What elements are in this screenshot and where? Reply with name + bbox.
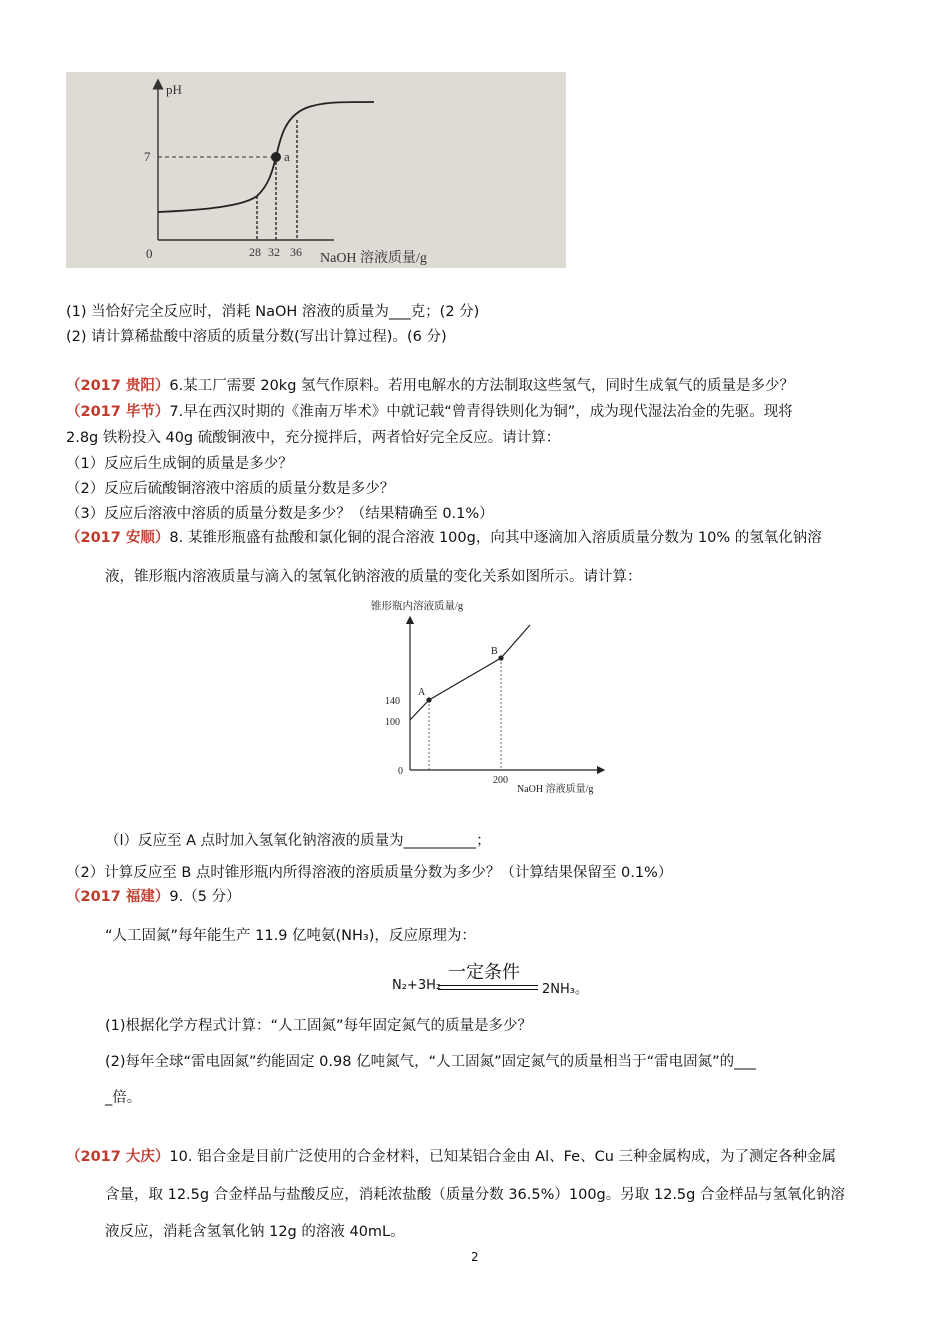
point-a <box>426 697 431 702</box>
x-axis-label: NaOH 溶液质量/g <box>517 784 594 795</box>
q5-subquestion-2: (2) 请计算稀盐酸中溶质的质量分数(写出计算过程)。(6 分) <box>66 329 447 345</box>
question-7-line-2: 2.8g 铁粉投入 40g 硫酸铜液中，充分搅拌后，两者恰好完全反应。请计算： <box>66 430 561 446</box>
question-8-line-1 <box>66 526 822 547</box>
x-tick-200: 200 <box>493 775 508 786</box>
equation-double-line <box>438 985 538 990</box>
question-7-line-1 <box>66 400 793 421</box>
chemical-equation <box>392 958 632 998</box>
q9-subquestion-1: (1)根据化学方程式计算：“人工固氮”每年固定氮气的质量是多少？ <box>105 1018 533 1034</box>
question-10-line-1 <box>66 1145 836 1166</box>
question-10-line-2: 含量，取 12.5g 合金样品与盐酸反应，消耗浓盐酸（质量分数 36.5%）100g。另取 12.5g 合金样品与氢氧化钠溶 <box>105 1187 845 1203</box>
y-tick-140: 140 <box>385 696 400 707</box>
origin-label: 0 <box>398 766 403 777</box>
equation-left: N₂+3H₂ <box>392 978 442 993</box>
q7-subquestion-2: （2）反应后硫酸铜溶液中溶质的质量分数是多少？ <box>66 481 395 497</box>
equation-right: 2NH₃。 <box>542 982 588 997</box>
q9-subquestion-2-line-2: _倍。 <box>105 1090 142 1106</box>
question-text: 6.某工厂需要 20kg 氢气作原料。若用电解水的方法制取这些氢气，同时生成氧气的质量是多少？ <box>169 378 795 394</box>
ph-titration-chart <box>66 72 566 268</box>
question-text: 10. 铝合金是目前广泛使用的合金材料，已知某铝合金由 Al、Fe、Cu 三种金属构成，为了测定各种金属 <box>169 1149 837 1165</box>
page-number: 2 <box>471 1250 479 1264</box>
y-axis-label: pH <box>166 82 182 97</box>
source-tag: （2017 福建） <box>66 889 170 905</box>
question-9-header <box>66 885 241 906</box>
q7-subquestion-1: （1）反应后生成铜的质量是多少？ <box>66 456 293 472</box>
x-tick-36: 36 <box>290 245 302 259</box>
y-axis-label: 锥形瓶内溶液质量/g <box>371 601 464 612</box>
x-tick-28: 28 <box>249 245 261 259</box>
question-6 <box>66 374 794 395</box>
x-tick-32: 32 <box>268 245 280 259</box>
y-tick-100: 100 <box>385 717 400 728</box>
point-a-label: a <box>284 149 290 164</box>
source-tag: （2017 大庆） <box>66 1149 170 1165</box>
source-tag: （2017 安顺） <box>66 530 170 546</box>
q9-intro: “人工固氮”每年能生产 11.9 亿吨氨(NH₃)，反应原理为： <box>105 928 476 944</box>
question-text: 7.早在西汉时期的《淮南万毕术》中就记载“曾青得铁则化为铜”，成为现代湿法冶金的先驱。现将 <box>169 404 793 420</box>
question-10-line-3: 液反应，消耗含氢氧化钠 12g 的溶液 40mL。 <box>105 1224 405 1240</box>
source-tag: （2017 毕节） <box>66 404 170 420</box>
reaction-condition: 一定条件 <box>448 962 520 982</box>
source-tag: （2017 贵阳） <box>66 378 170 394</box>
origin-label: 0 <box>146 246 153 261</box>
point-b <box>498 655 503 660</box>
q8-subquestion-1: （l）反应至 A 点时加入氢氧化钠溶液的质量为__________； <box>105 833 491 849</box>
question-text: 8. 某锥形瓶盛有盐酸和氯化铜的混合溶液 100g，向其中逐滴加入溶质质量分数为 10% 的氢氧化钠溶 <box>169 530 822 546</box>
point-b-label: B <box>491 646 498 657</box>
question-8-line-2: 液，锥形瓶内溶液质量与滴入的氢氧化钠溶液的质量的变化关系如图所示。请计算： <box>105 569 642 585</box>
flask-mass-chart <box>365 596 615 800</box>
q8-subquestion-2: （2）计算反应至 B 点时锥形瓶内所得溶液的溶质质量分数为多少？（计算结果保留至 0.1%） <box>66 865 673 881</box>
q7-subquestion-3: （3）反应后溶液中溶质的质量分数是多少？（结果精确至 0.1%） <box>66 506 494 522</box>
point-a <box>271 152 281 162</box>
x-axis-label: NaOH 溶液质量/g <box>320 251 427 266</box>
mass-line <box>410 625 530 720</box>
point-a-label: A <box>418 687 426 698</box>
q9-subquestion-2-line-1: (2)每年全球“雷电固氮”约能固定 0.98 亿吨氮气，“人工固氮”固定氮气的质量相当于“雷电固氮”的___ <box>105 1054 756 1070</box>
y-tick-7: 7 <box>144 149 151 164</box>
q5-subquestion-1: (1) 当恰好完全反应时，消耗 NaOH 溶液的质量为___克；(2 分) <box>66 304 480 320</box>
question-text: 9.（5 分） <box>169 889 241 905</box>
